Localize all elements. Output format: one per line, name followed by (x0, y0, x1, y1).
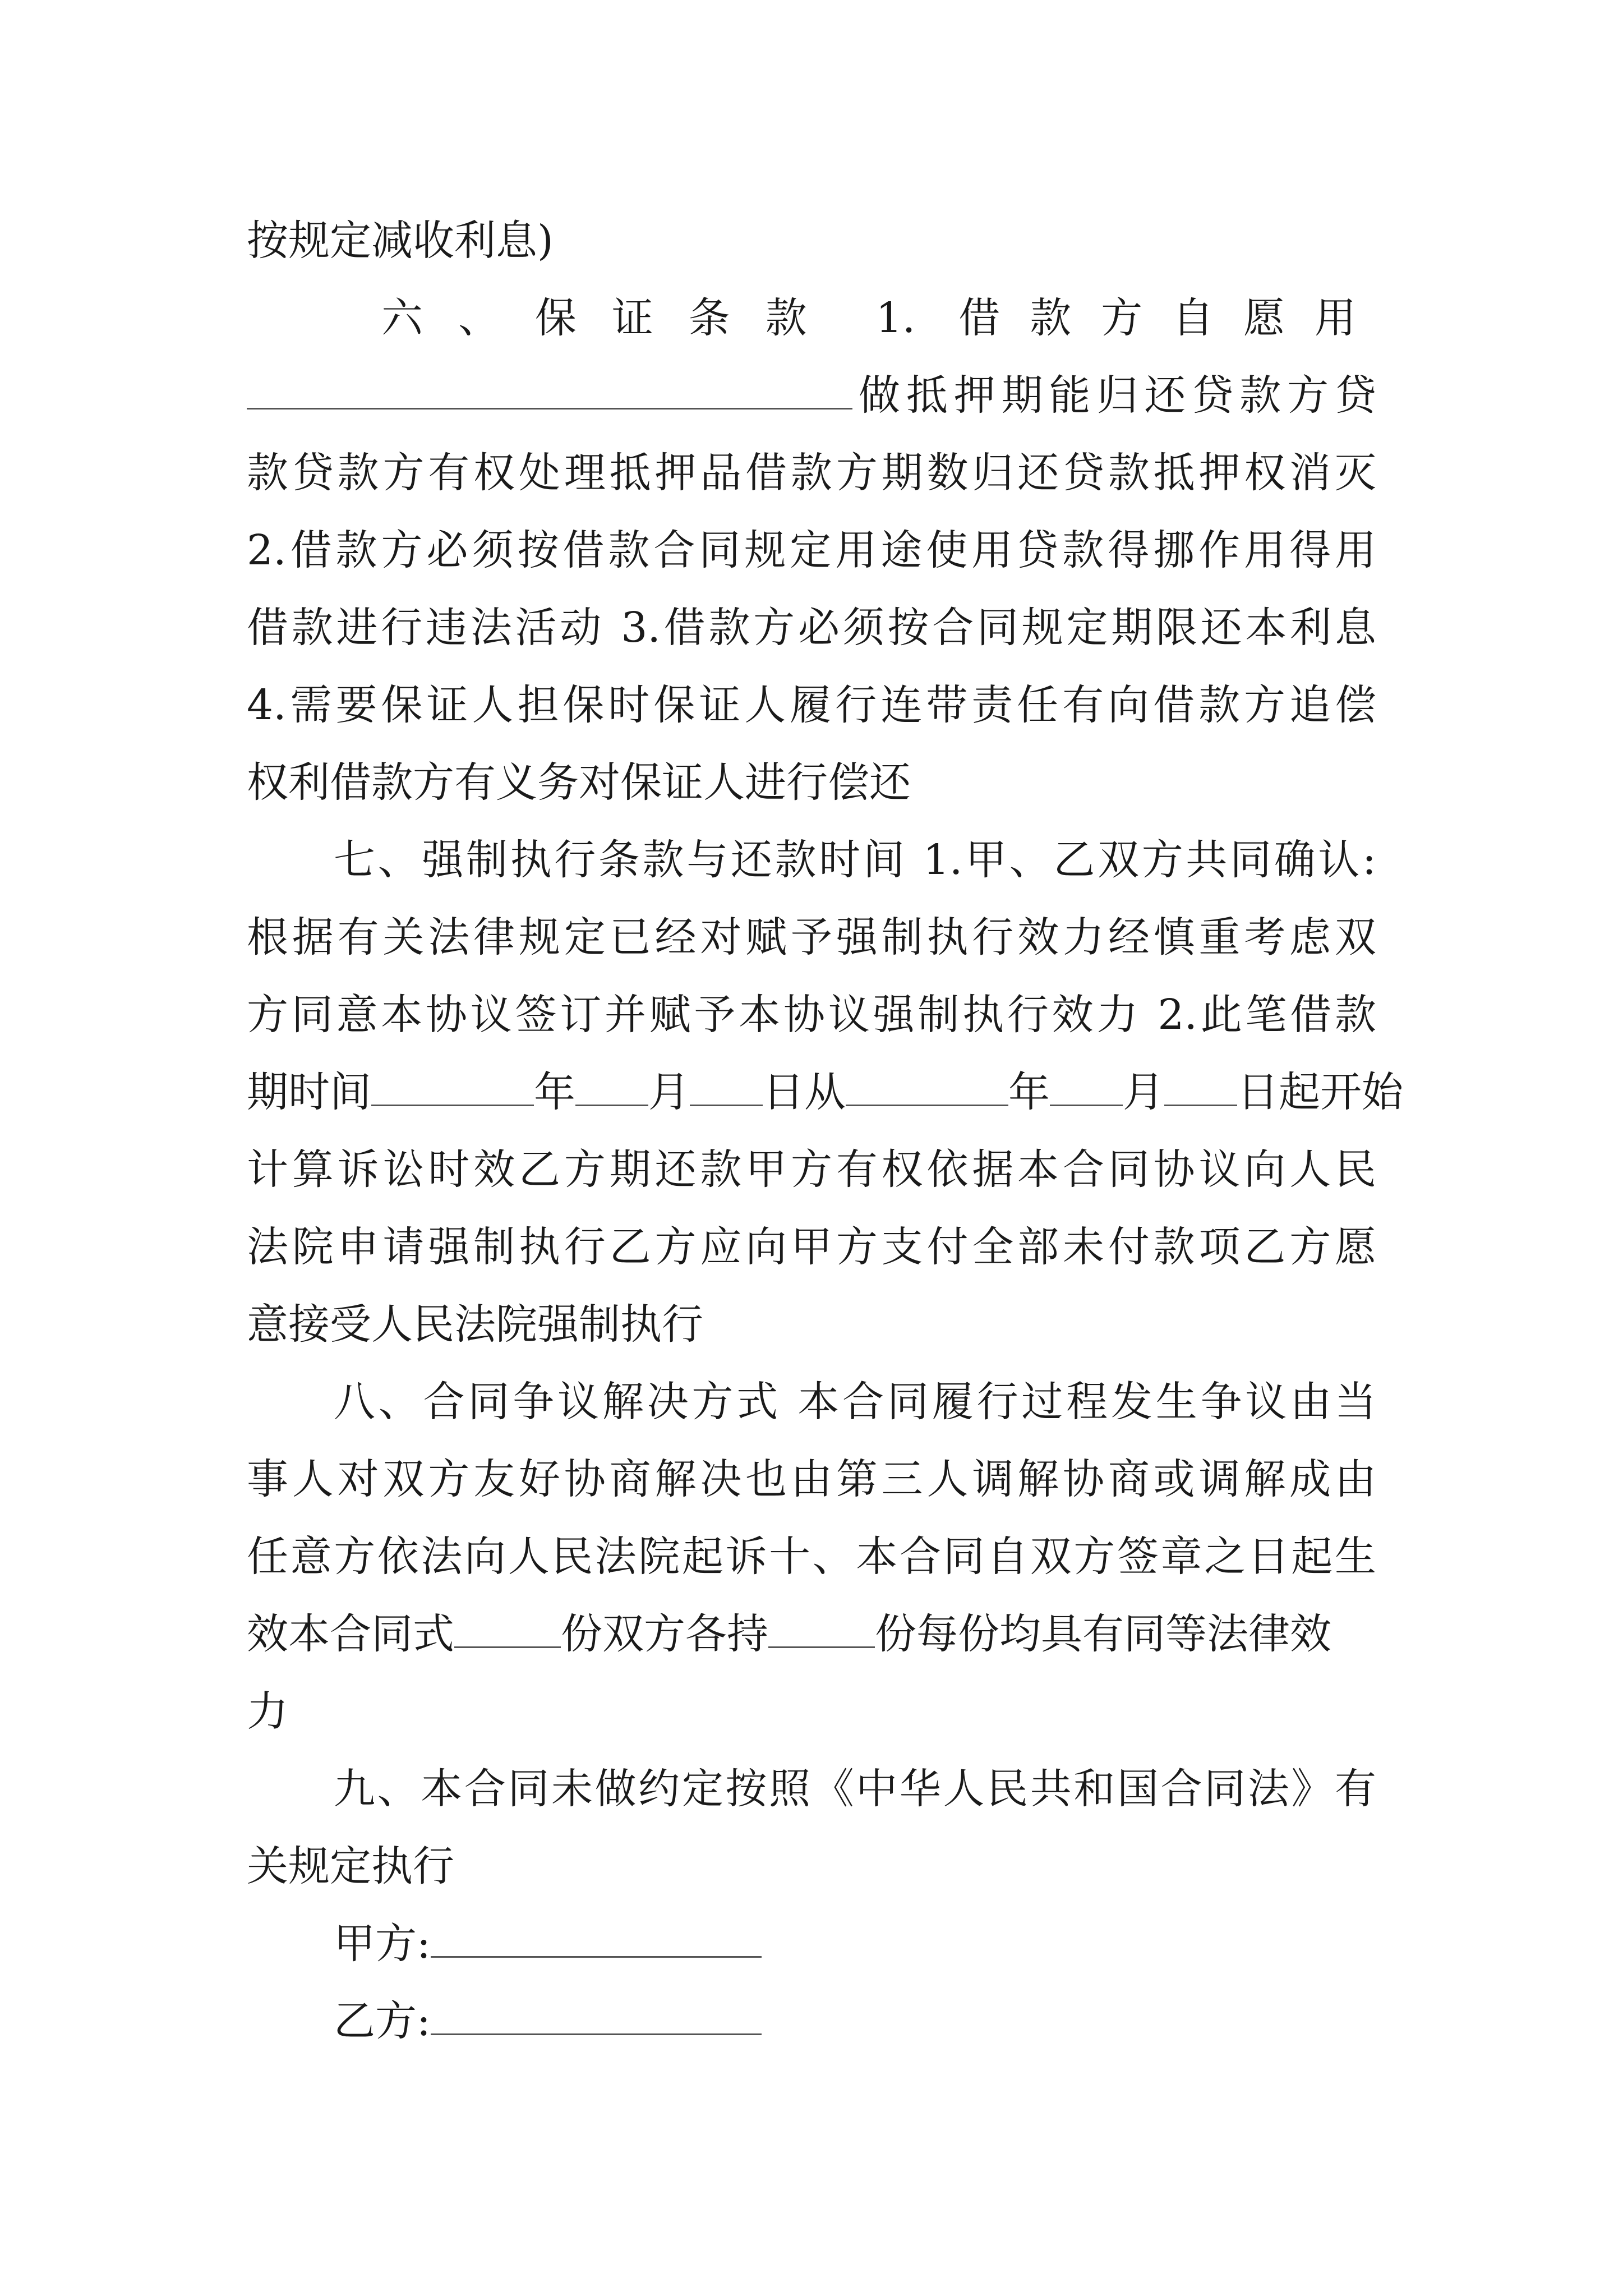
text-line: 意接受人民法院强制执行 (247, 1300, 703, 1349)
text-line: 力 (247, 1687, 288, 1736)
text-line: 款贷款方有权处理抵押品借款方期数归还贷款抵押权消灭 (247, 449, 1376, 497)
copies-line: 效本合同式 份双方各持 份每份均具有同等法律效 (247, 1610, 1331, 1658)
section-six-heading-line (247, 279, 1376, 357)
text-line: 做抵押期能归还贷款方贷 (247, 357, 1376, 434)
text-line: 关规定执行 (247, 1842, 454, 1890)
text-line: 按规定减收利息) (247, 217, 554, 265)
text-line: 根据有关法律规定已经对赋予强制执行效力经慎重考虑双 (247, 913, 1376, 961)
section-seven-line: 七、强制执行条款与还款时间 1.甲、乙双方共同确认: (334, 836, 1376, 884)
copies-blank (454, 1609, 561, 1648)
text-line: 任意方依法向人民法院起诉十、本合同自双方签章之日起生 (247, 1533, 1376, 1581)
copies-each-blank (768, 1609, 875, 1648)
month-blank (1050, 1068, 1123, 1106)
text-line: 事人对双方友好协商解决也由第三人调解协商或调解成由 (247, 1455, 1376, 1503)
text-line: 4.需要保证人担保时保证人履行连带责任有向借款方追偿 (247, 681, 1376, 729)
text-line: 借款进行违法活动 3.借款方必须按合同规定期限还本利息 (247, 604, 1376, 652)
party-a-label: 甲方: (334, 1920, 431, 1968)
text-line: 方同意本协议签订并赋予本协议强制执行效力 2.此笔借款 (247, 991, 1376, 1039)
year-blank (371, 1068, 534, 1106)
collateral-blank (247, 371, 852, 409)
year-blank (846, 1068, 1008, 1106)
day-blank (1164, 1068, 1237, 1106)
clause-number: 1. (875, 294, 916, 342)
date-line: 期时间 年 月 日从 年 月 日起开始 (247, 1068, 1403, 1116)
section-nine-line: 九、本合同未做约定按照《中华人民共和国合同法》有 (334, 1765, 1376, 1813)
day-blank (690, 1068, 763, 1106)
text-line: 2.借款方必须按借款合同规定用途使用贷款得挪作用得用 (247, 526, 1376, 574)
section-eight-line: 八、合同争议解决方式 本合同履行过程发生争议由当 (334, 1378, 1376, 1426)
section-six-title: 六、保证条款 (381, 294, 842, 342)
document-page (247, 202, 1403, 2060)
clause-text: 借款方自愿用 (949, 294, 1377, 342)
text-line: 权利借款方有义务对保证人进行偿还 (247, 758, 911, 807)
party-a-signature (247, 1905, 1376, 1982)
text-line: 计算诉讼时效乙方期还款甲方有权依据本合同协议向人民 (247, 1145, 1376, 1194)
month-blank (575, 1068, 648, 1106)
party-b-blank[interactable] (431, 1996, 762, 2035)
party-b-signature (247, 1982, 1376, 2060)
text-line: 法院申请强制执行乙方应向甲方支付全部未付款项乙方愿 (247, 1223, 1376, 1271)
party-b-label: 乙方: (334, 1997, 431, 2045)
party-a-blank[interactable] (431, 1919, 762, 1958)
